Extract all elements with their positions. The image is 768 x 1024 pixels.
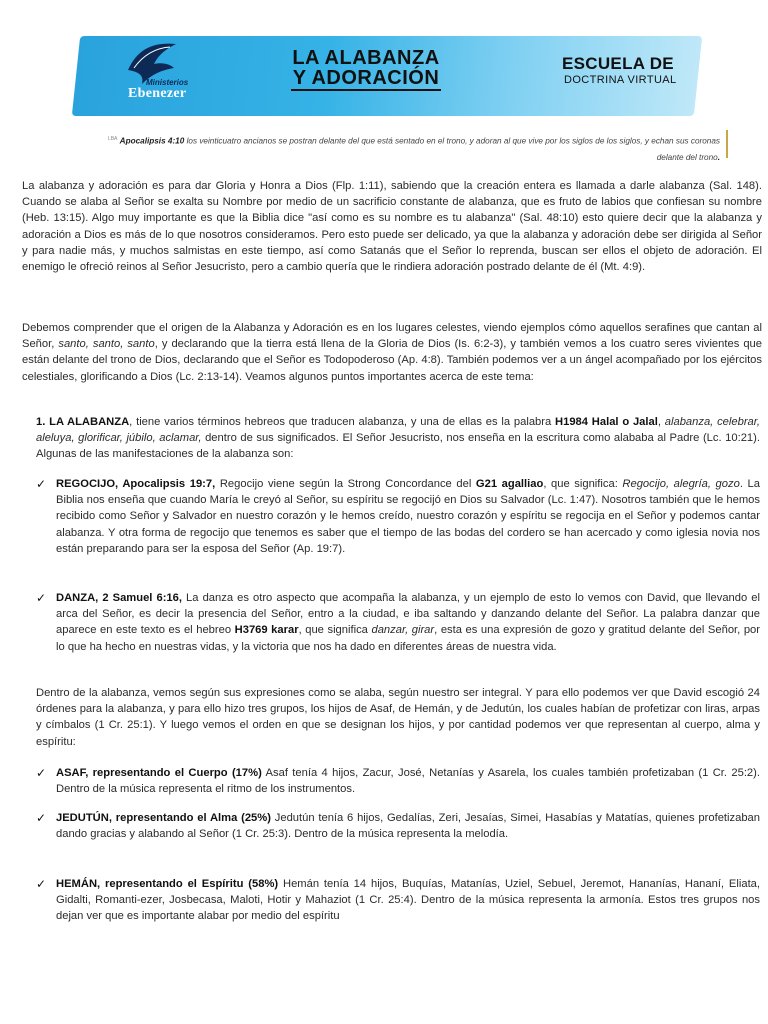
item-heading: HEMÁN, representando el Espíritu (58%)	[56, 878, 279, 890]
section-text-b: ,	[657, 416, 665, 428]
item-text-b: , que significa	[298, 624, 372, 637]
title-line-1: LA ALABANZA	[292, 47, 440, 69]
checkmark-icon: ✓	[36, 766, 47, 780]
school-subtitle: DOCTRINA VIRTUAL	[564, 74, 677, 86]
verse-text: los veinticuatro ancianos se postran delante del que está sentado en el trono, y adoran al que vive por los siglos de los siglos, y echan sus coronas delante del trono	[184, 136, 720, 162]
item-text-a: La danza es otro aspecto que acompaña la alabanza, y un ejemplo de esto lo vemos con David, que llevando el arca del Señor, es decir la presencia del Señor, entro a la ciudad, e iba saltando y danzando delante del Señor. La palabra danzar que aparece en este texto es el hebreo	[56, 592, 760, 637]
checkmark-icon: ✓	[36, 811, 47, 825]
origin-text-b: , y declarando que la tierra está llena de la Gloria de Dios (Is. 6:2-3), y también vemos a los cuatro seres vivientes que están delante del trono de Dios, declarando que el Señor es Todopoderoso (Ap. 4:8). También podemos ver a un ángel acompañado por los ejércitos celestiales, glorificando a Dios (Lc. 2:13-14). Veamos algunos puntos importantes acerca de este tema:	[22, 338, 762, 383]
list-item-asaf	[36, 765, 760, 797]
groups-paragraph: Dentro de la alabanza, vemos según sus expresiones como se alaba, según nuestro ser integral. Y para ello podemos ver que David escogió 24 órdenes para la alabanza, y para ello hizo tres grupos, los hijos de Asaf, de Hemán, y de Jedutún, los cuales habían de profetizar con liras, arpas y címbalos (1 Cr. 25:1). Y luego vemos el orden en que se designan los hijos, y por cantidad podemos ver que representan al cuerpo, alma y espíritu:	[36, 687, 760, 748]
item-text-c: , esta es una expresión de gozo y gratitud delante del Señor, por lo que ha hecho en nuestras vidas, y la victoria que nos ha dado en diferentes áreas de nuestra vida.	[56, 624, 761, 653]
origin-text-a: Debemos comprender que el origen de la Alabanza y Adoración es en los lugares celestes, viendo ejemplos cómo aquellos serafines que cantan al Señor,	[22, 322, 762, 351]
item-text-a: Hemán tenía 14 hijos, Buquías, Matanías, Uziel, Sebuel, Jeremot, Hananías, Hananí, Eliata, Gidalti, Romanti-ezer, Josbecasa, Maloti, Hotir y Mahaziot (1 Cr. 25:4). Dentro de la música representa la armonía. Estos tres grupos nos dejan ver que es importante alabar por medio del espíritu	[56, 878, 761, 923]
document-title	[286, 48, 446, 91]
item-italic: danzar, girar	[371, 624, 435, 637]
section-alabanza	[36, 414, 760, 463]
logo-name: Ebenezer	[128, 86, 187, 101]
item-term: G21 agalliao	[475, 478, 544, 490]
item-text-a: Regocijo viene según la Strong Concordance del	[215, 478, 476, 490]
verse-version-marker: LBA	[107, 136, 118, 142]
item-heading: JEDUTÚN, representando el Alma (25%)	[56, 812, 271, 824]
verse-accent-bar	[726, 130, 728, 158]
section-text-a: , tiene varios términos hebreos que traducen alabanza, y una de ellas es la palabra	[129, 416, 556, 428]
item-heading: ASAF, representando el Cuerpo (17%)	[56, 767, 262, 779]
section-text-c: dentro de sus significados. El Señor Jesucristo, nos enseña en la escritura como alababa al Padre (Lc. 10:21). Algunas de las manifestaciones de la alabanza son:	[36, 432, 760, 461]
item-text-a: Asaf tenía 4 hijos, Zacur, José, Netanías y Asarela, los cuales también profetizaban (1 Cr. 25:2). Dentro de la música representa el ritmo de los instrumentos.	[56, 767, 760, 796]
item-italic: Regocijo, alegría, gozo	[622, 478, 740, 490]
item-text-a: Jedutún tenía 6 hijos, Gedalías, Zeri, Jesaías, Simei, Hasabías y Matatías, quienes profetizaban dando gracias y alabando al Señor (1 Cr. 25:3). Dentro de la música representa la melodía.	[56, 812, 760, 841]
section-meanings: alabanza, celebrar, aleluya, glorificar, júbilo, aclamar,	[36, 416, 760, 445]
intro-paragraph: La alabanza y adoración es para dar Gloria y Honra a Dios (Flp. 1:11), sabiendo que la creación entera es llamada a darle alabanza (Sal. 148). Cuando se alaba al Señor se exalta su Nombre por medio de un sacrificio constante de alabanza, que es fruto de labios que confiesan su nombre (Heb. 13:15). Algo muy importante es que la Biblia dice "así como es su nombre es tu alabanza" (Sal. 48:10) esto quiere decir que la alabanza y adoración a Dios es más de lo que nosotros consideramos. Pero esto puede ser delicado, ya que la alabanza y adoración debe ser dirigida al Señor y para nadie más, y muchos salmistas en este tiempo, así como Satanás que el Señor lo reprenda, buscan ser ellos el objeto de adoración. El enemigo le ofreció reinos al Señor Jesucristo, pero a cambio quería que le rindiera adoración postrado delante de él (Mt. 4:9).	[22, 180, 762, 274]
checkmark-icon: ✓	[36, 877, 47, 891]
title-underline	[291, 89, 441, 91]
list-item-jedutun	[36, 810, 760, 842]
list-item-regocijo	[36, 476, 760, 557]
logo-subtitle: Ministerios	[146, 78, 189, 87]
verse-end: .	[717, 152, 720, 162]
item-text-c: . La Biblia nos enseña que cuando María le creyó al Señor, su espíritu se regocijó en Dios su Salvador (Lc. 1:47). Nosotros también que le hemos recibido como Señor y Salvador en nuestro corazón y le hemos creído, nuestro corazón y espíritu se regocija en el Señor y podemos cantar alabanza. Y otra forma de regocijo que tenemos es saber que el tiempo de las bodas del cordero se han acercado y como iglesia novia nos están preparando para ser la esposa del Señor (Ap. 19:7).	[56, 478, 760, 555]
checkmark-icon: ✓	[36, 591, 47, 605]
title-line-2: Y ADORACIÓN	[292, 67, 440, 89]
school-name: ESCUELA DE	[562, 54, 674, 73]
item-term: H3769 karar	[234, 624, 299, 637]
section-term: H1984 Halal o Jalal	[555, 416, 658, 428]
section-heading: 1. LA ALABANZA	[36, 416, 130, 428]
verse-reference: Apocalipsis 4:10	[119, 136, 185, 146]
ministry-logo	[100, 40, 210, 116]
item-text-b: , que significa:	[543, 478, 623, 490]
origin-paragraph	[22, 320, 762, 385]
list-item-heman	[36, 876, 761, 925]
header-banner	[76, 30, 698, 120]
key-verse	[80, 131, 720, 166]
origin-text-italic: santo, santo, santo	[58, 338, 155, 351]
checkmark-icon: ✓	[36, 477, 47, 491]
item-heading: REGOCIJO, Apocalipsis 19:7,	[56, 478, 216, 490]
item-heading: DANZA, 2 Samuel 6:16,	[56, 592, 182, 604]
list-item-danza	[36, 590, 761, 655]
